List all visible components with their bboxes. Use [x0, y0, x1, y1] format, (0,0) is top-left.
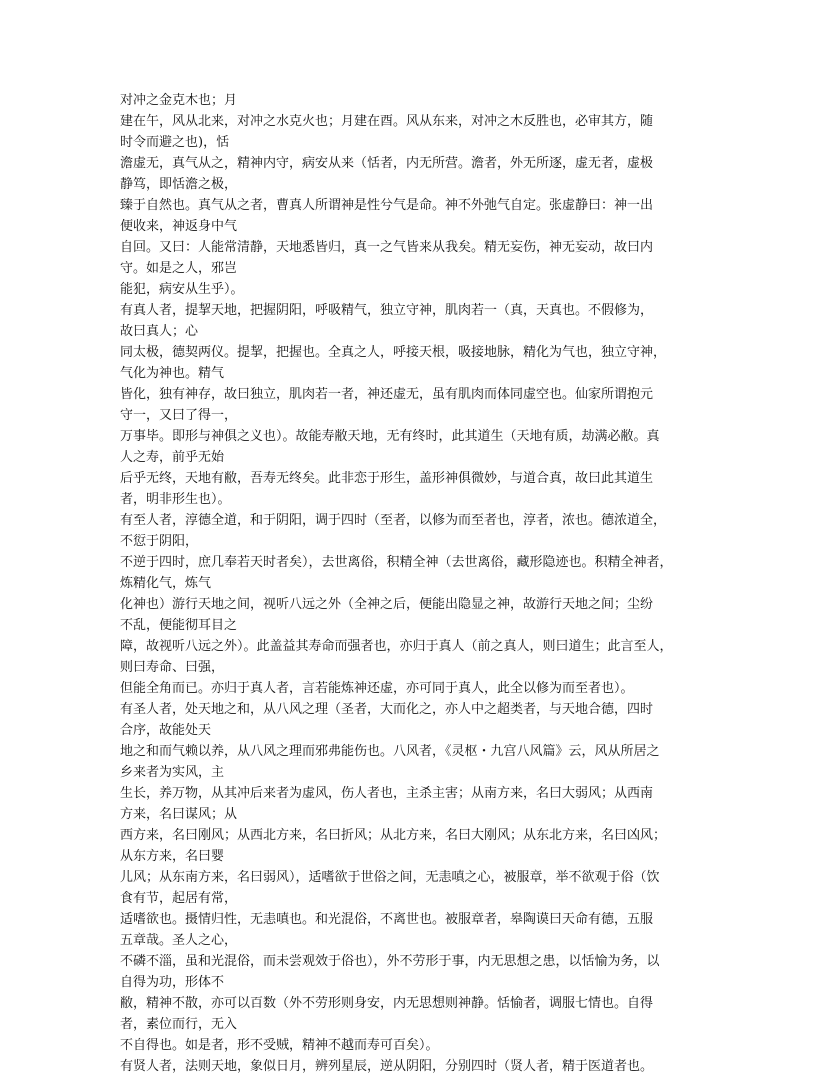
text-line: 有贤人者，法则天地，象似日月，辨列星辰，逆从阴阳，分别四时（贤人者，精于医道者也。 [120, 1059, 654, 1074]
text-line: 生长，养万物，从其冲后来者为虚风，伤人者也，主杀主害；从南方来，名曰大弱风；从西南 [120, 786, 654, 801]
text-line: 方来，名曰谋风；从 [120, 807, 238, 822]
text-line: 不愆于阴阳， [120, 534, 199, 549]
text-line: 有圣人者，处天地之和，从八风之理（圣者，大而化之，亦人中之超类者，与天地合德，四时 [120, 702, 654, 717]
text-line: 儿风；从东南方来，名曰弱风），适嗜欲于世俗之间，无恚嗔之心，被服章，举不欲观于俗（饮 [120, 870, 660, 885]
text-line: 同太极，德契两仪。提挈，把握也。全真之人，呼接天根，吸接地脉，精化为气也，独立守神， [120, 345, 667, 360]
text-line: 不乱，便能彻耳目之 [120, 618, 238, 633]
text-line: 对冲之金克木也；月 [120, 93, 238, 108]
text-line: 食有节，起居有常， [120, 891, 238, 906]
text-line: 便收来，神返身中气 [120, 219, 238, 234]
text-line: 有至人者，淳德全道，和于阴阳，调于四时（至者，以修为而至者也，淳者，浓也。德浓道全， [120, 513, 667, 528]
text-line: 则曰寿命、曰强， [120, 660, 225, 675]
text-line: 后乎无终，天地有敝，吾寿无终矣。此非恋于形生，盖形神俱微妙，与道合真，故曰此其道生 [120, 471, 654, 486]
text-line: 炼精化气，炼气 [120, 576, 212, 591]
text-line: 故曰真人；心 [120, 324, 199, 339]
text-line: 者，素位而行，无入 [120, 1017, 238, 1032]
text-line: 守一，又曰了得一， [120, 408, 238, 423]
text-line: 时令而避之也)，恬 [120, 135, 230, 150]
text-line: 不自得也。如是者，形不受贼，精神不越而寿可百矣）。 [120, 1038, 439, 1053]
text-line: 万事毕。即形与神俱之义也）。故能寿敝天地，无有终时，此其道生（天地有质，劫满必敝。真 [120, 429, 660, 444]
text-line: 皆化，独有神存，故曰独立，肌肉若一者，神还虚无，虽有肌肉而体同虚空也。仙家所谓抱元 [120, 387, 654, 402]
text-line: 五章哉。圣人之心， [120, 933, 238, 948]
text-line: 静笃，即恬澹之极， [120, 177, 238, 192]
text-line: 守。如是之人，邪岂 [120, 261, 238, 276]
text-line: 敝，精神不散，亦可以百数（外不劳形则身安，内无思想则神静。恬愉者，调服七情也。自得 [120, 996, 654, 1011]
text-line: 乡来者为实风，主 [120, 765, 225, 780]
text-line: 澹虚无，真气从之，精神内守，病安从来（恬者，内无所营。澹者，外无所逐，虚无者，虚极 [120, 156, 654, 171]
text-line: 化神也）游行天地之间，视听八远之外（全神之后，便能出隐显之神，故游行天地之间；尘纷 [120, 597, 654, 612]
text-line: 障，故视听八远之外）。此盖益其寿命而强者也，亦归于真人（前之真人，则曰道生；此言至人， [120, 639, 673, 654]
text-line: 有真人者，提挈天地，把握阴阳，呼吸精气，独立守神，肌肉若一（真，天真也。不假修为， [120, 303, 654, 318]
text-line: 建在午，风从北来，对冲之水克火也；月建在酉。风从东来，对冲之木反胜也，必审其方，随 [120, 114, 654, 129]
text-line: 不逆于四时，庶几奉若天时者矣），去世离俗，积精全神（去世离俗，藏形隐迹也。积精全神者， [120, 555, 673, 570]
text-line: 从东方来，名曰婴 [120, 849, 225, 864]
text-line: 气化为神也。精气 [120, 366, 225, 381]
text-line: 合序，故能处天 [120, 723, 212, 738]
text-line: 但能全角而已。亦归于真人者，言若能炼神还虚，亦可同于真人，此全以修为而至者也）。 [120, 681, 634, 696]
text-line: 者，明非形生也）。 [120, 492, 231, 507]
text-line: 适嗜欲也。摄情归性，无恚嗔也。和光混俗，不离世也。被服章者，皋陶谟曰天命有德，五服 [120, 912, 654, 927]
text-line: 臻于自然也。真气从之者，曹真人所谓神是性兮气是命。神不外弛气自定。张虚静曰：神一出 [120, 198, 654, 213]
text-line: 地之和而气赖以养，从八风之理而邪弗能伤也。八风者，《灵枢・九宫八风篇》云，风从所居之 [120, 744, 660, 759]
text-line: 自得为功，形体不 [120, 975, 225, 990]
document-page [120, 90, 700, 1077]
text-line: 不磷不淄，虽和光混俗，而未尝观效于俗也），外不劳形于事，内无思想之患，以恬愉为务，以 [120, 954, 660, 969]
text-line: 人之寿，前乎无始 [120, 450, 225, 465]
text-line: 西方来，名曰刚风；从西北方来，名曰折风；从北方来，名曰大刚风；从东北方来，名曰凶风； [120, 828, 667, 843]
text-line: 能犯，病安从生乎）。 [120, 282, 244, 297]
text-line: 自回。又曰：人能常清静，天地悉皆归，真一之气皆来从我矣。精无妄伤，神无妄动，故曰内 [120, 240, 654, 255]
